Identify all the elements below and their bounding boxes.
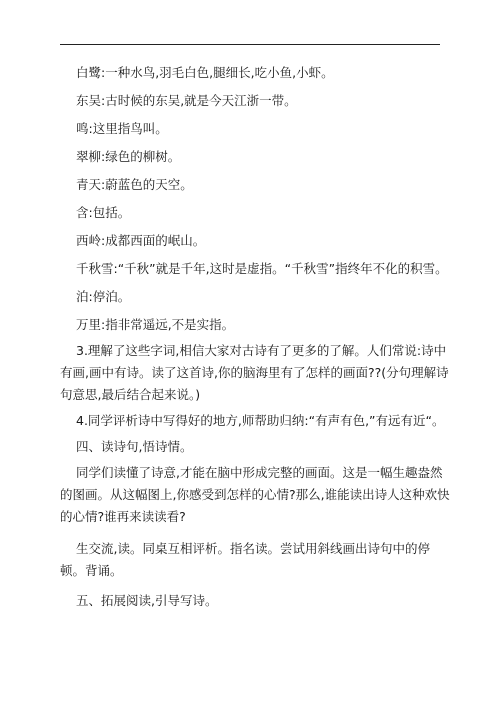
gloss-ming: 鸣:这里指鸟叫。: [76, 121, 168, 136]
paragraph-5: 同学们读懂了诗意,才能在脑中形成完整的画面。这是一幅生趣盎然的图画。从这幅图上,你感受到怎样的心情?那么,谁能读出诗人这种欢快的心情?谁再来读读看?: [60, 465, 450, 524]
gloss-han: 含:包括。: [76, 205, 131, 220]
gloss-dongwu: 东吴:古时候的东吴,就是今天江浙一带。: [76, 93, 297, 108]
gloss-cuiliu: 翠柳:绿色的柳树。: [76, 149, 181, 164]
gloss-qingtian: 青天:蔚蓝色的天空。: [76, 177, 193, 192]
header-rule: [60, 44, 440, 45]
gloss-bo: 泊:停泊。: [76, 289, 131, 304]
paragraph-6: 生交流,读。同桌互相评析。指名读。尝试用斜线画出诗句中的停顿。背诵。: [60, 541, 430, 578]
section-heading-5: 五、拓展阅读,引导写诗。: [76, 593, 218, 608]
paragraph-3: 3.理解了这些字词,相信大家对古诗有了更多的了解。人们常说:诗中有画,画中有诗。读了这首诗,你的脑海里有了怎样的画面??(分句理解诗句意思,最后结合起来说。): [60, 343, 449, 402]
paragraph-4: 4.同学评析诗中写得好的地方,师帮助归纳:“有声有色,”有远有近“。: [76, 413, 445, 428]
gloss-xiling: 西岭:成都西面的岷山。: [76, 233, 206, 248]
gloss-wanli: 万里:指非常遥远,不是实指。: [76, 317, 235, 332]
gloss-qianqiuxue: 千秋雪:“千秋”就是千年,这时是虚指。“千秋雪”指终年不化的积雪。: [76, 261, 448, 276]
section-heading-4: 四、读诗句,悟诗情。: [76, 439, 193, 454]
gloss-bailu: 白鹭:一种水鸟,羽毛白色,腿细长,吃小鱼,小虾。: [76, 65, 334, 80]
